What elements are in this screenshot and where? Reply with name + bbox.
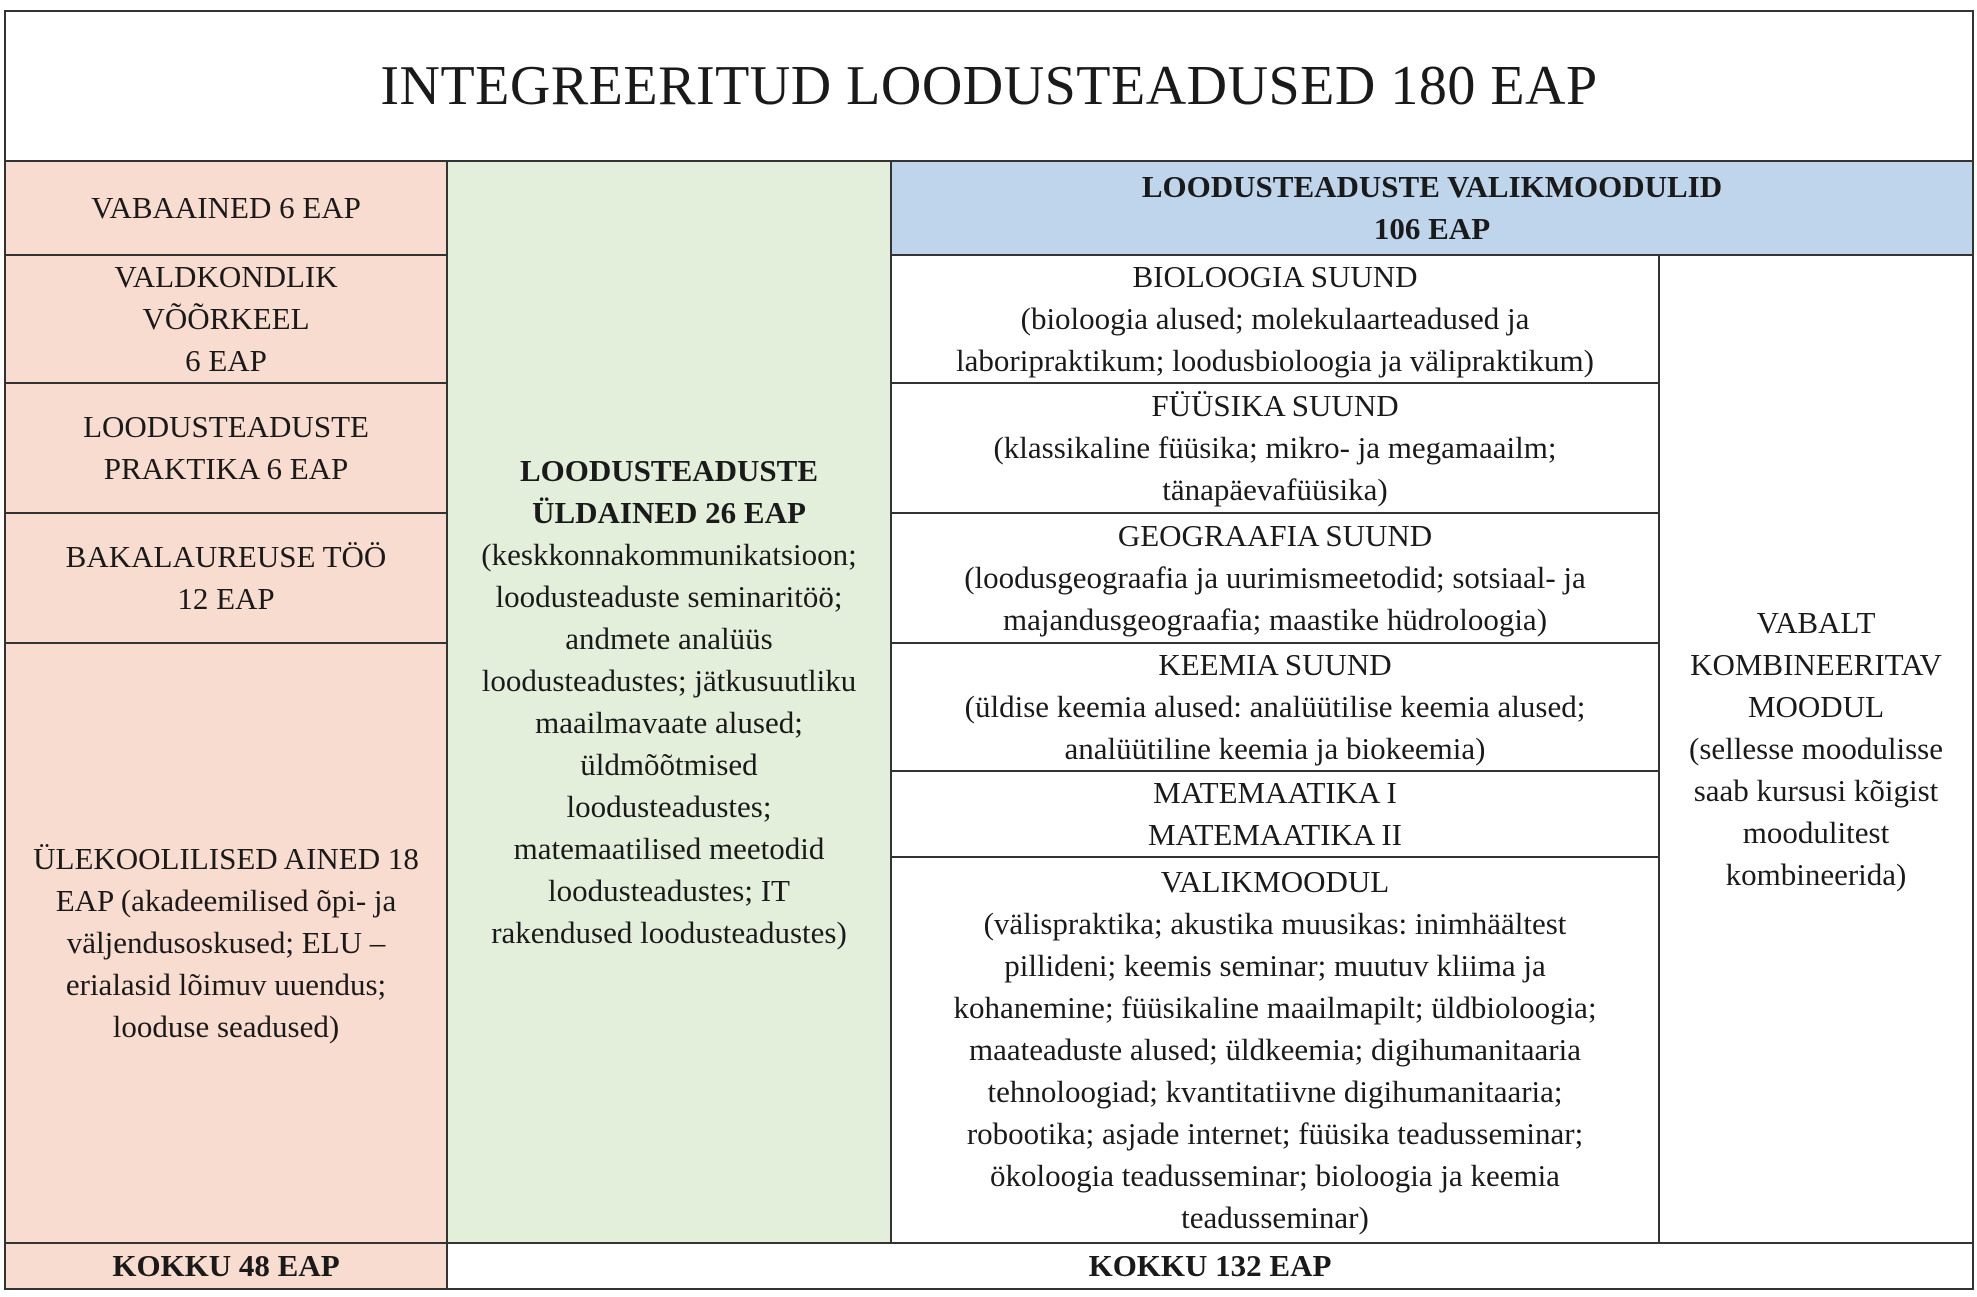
text-line: looduse seadused) — [112, 1009, 340, 1044]
text-line: (välispraktika; akustika muusikas: inimhäältest — [983, 906, 1567, 941]
text-line: analüütiline keemia ja biokeemia) — [1064, 731, 1486, 766]
text-line: kohanemine; füüsikaline maailmapilt; üldbioloogia; — [953, 990, 1597, 1025]
text-line: pillideni; keemis seminar; muutuv kliima ja — [1004, 948, 1546, 983]
text-line: rakendused loodusteadustes) — [491, 915, 847, 950]
text-line: 12 EAP — [177, 581, 275, 616]
text-line: MATEMAATIKA I — [1153, 775, 1397, 810]
total-left-text: KOKKU 48 EAP — [112, 1248, 340, 1283]
text-line: ÜLDAINED 26 EAP — [532, 495, 806, 530]
text-line: 6 EAP — [185, 343, 267, 378]
cell-geograafia-suund — [892, 514, 1658, 642]
cell-keemia-suund — [892, 644, 1658, 770]
divider-left-3 — [4, 512, 448, 514]
cell-ylekoolilised-ained — [6, 644, 446, 1242]
text-line: BIOLOOGIA SUUND — [1132, 259, 1418, 294]
text-line: erialasid lõimuv uuendus; — [65, 967, 387, 1002]
cell-valdkondlik-voorkeel — [6, 256, 446, 382]
text-line: väljendusoskused; ELU – — [66, 925, 386, 960]
cell-matemaatika — [892, 772, 1658, 856]
cell-vabaained — [6, 162, 446, 254]
text-line: LOODUSTEADUSTE VALIKMOODULID — [1141, 169, 1723, 204]
text-line: üldmõõtmised — [580, 747, 758, 782]
text-line: PRAKTIKA 6 EAP — [103, 451, 349, 486]
total-right-text: KOKKU 132 EAP — [1088, 1248, 1332, 1283]
cell-valikmoodulid-header — [892, 162, 1972, 254]
text-line: KEEMIA SUUND — [1158, 647, 1392, 682]
yldained-heading — [520, 450, 818, 534]
text-line: tehnoloogiad; kvantitatiivne digihumanitaaria; — [987, 1074, 1563, 1109]
divider-left-2 — [4, 382, 448, 384]
divider-module-2 — [890, 512, 1660, 514]
text-line: ökoloogia teadusseminar; bioloogia ja keemia — [990, 1158, 1560, 1193]
divider-col-2 — [890, 160, 892, 1244]
divider-module-4 — [890, 770, 1660, 772]
text-line: saab kursusi kõigist — [1693, 773, 1939, 808]
text-line: (sellesse moodulisse — [1689, 731, 1943, 766]
text-line: KOMBINEERITAV — [1690, 647, 1942, 682]
text-line: tänapäevafüüsika) — [1162, 472, 1388, 507]
text-line: ÜLEKOOLILISED AINED 18 — [33, 841, 419, 876]
text-line: maateaduste alused; üldkeemia; digihumanitaaria — [968, 1032, 1582, 1067]
divider-col-3 — [1658, 254, 1660, 1244]
text-line: laboripraktikum; loodusbioloogia ja välipraktikum) — [956, 343, 1594, 378]
text-line: majandusgeograafia; maastike hüdroloogia) — [1002, 602, 1548, 637]
text-line: (loodusgeograafia ja uurimismeetodid; sotsiaal- ja — [964, 560, 1586, 595]
text-line: moodulitest — [1742, 815, 1890, 850]
cell-loodusteaduste-praktika — [6, 384, 446, 512]
divider-left-1 — [4, 254, 448, 256]
text-line: MATEMAATIKA II — [1147, 817, 1402, 852]
cell-bakalaureuse-too — [6, 514, 446, 642]
divider-header — [890, 254, 1974, 256]
text-line: (keskkonnakommunikatsioon; — [481, 537, 857, 572]
yldained-body — [481, 534, 856, 954]
cell-valikmoodul — [892, 858, 1658, 1242]
text-line: matemaatilised meetodid — [513, 831, 825, 866]
text-line: GEOGRAAFIA SUUND — [1117, 518, 1433, 553]
text-line: andmete analüüs — [565, 621, 773, 656]
text-line: (üldise keemia alused: analüütilise keemia alused; — [964, 689, 1586, 724]
text-line: VABALT — [1756, 605, 1876, 640]
cell-total-right — [448, 1244, 1972, 1288]
cell-loodusteaduste-yldained — [448, 162, 890, 1242]
cell-bioloogia-suund — [892, 256, 1658, 382]
text-line: MOODUL — [1747, 689, 1885, 724]
text-line: 106 EAP — [1373, 211, 1491, 246]
text-line: VÕÕRKEEL — [142, 301, 310, 336]
divider-module-1 — [890, 382, 1660, 384]
text-line: loodusteadustes; — [566, 789, 772, 824]
text-line: robootika; asjade internet; füüsika teadusseminar; — [966, 1116, 1584, 1151]
text-line: loodusteadustes; jätkusuutliku — [481, 663, 857, 698]
text-line: LOODUSTEADUSTE — [519, 453, 819, 488]
text-line: VALDKONDLIK — [114, 259, 338, 294]
divider-left-4 — [4, 642, 448, 644]
divider-totals — [4, 1242, 1974, 1244]
text-line: FÜÜSIKA SUUND — [1151, 388, 1399, 423]
cell-fyysika-suund — [892, 384, 1658, 512]
divider-module-5 — [890, 856, 1660, 858]
text-line: EAP (akadeemilised õpi- ja — [55, 883, 397, 918]
text-line: loodusteaduste seminaritöö; — [495, 579, 843, 614]
text-line: loodusteadustes; IT — [548, 873, 790, 908]
diagram-title — [6, 12, 1972, 160]
text-line: kombineerida) — [1725, 857, 1907, 892]
title-text: INTEGREERITUD LOODUSTEADUSED 180 EAP — [380, 55, 1598, 117]
text-line: (klassikaline füüsika; mikro- ja megamaailm; — [993, 430, 1557, 465]
text-line: VABAAINED 6 EAP — [91, 190, 361, 225]
text-line: (bioloogia alused; molekulaarteadused ja — [1020, 301, 1530, 336]
text-line: LOODUSTEADUSTE — [83, 409, 369, 444]
divider-title — [4, 160, 1974, 162]
text-line: maailmavaate alused; — [535, 705, 803, 740]
text-line: BAKALAUREUSE TÖÖ — [65, 539, 387, 574]
text-line: teadusseminar) — [1181, 1200, 1369, 1235]
cell-total-left — [6, 1244, 446, 1288]
text-line: VALIKMOODUL — [1160, 864, 1390, 899]
divider-col-1 — [446, 160, 448, 1290]
divider-module-3 — [890, 642, 1660, 644]
cell-vabalt-kombineeritav-moodul — [1660, 256, 1972, 1242]
